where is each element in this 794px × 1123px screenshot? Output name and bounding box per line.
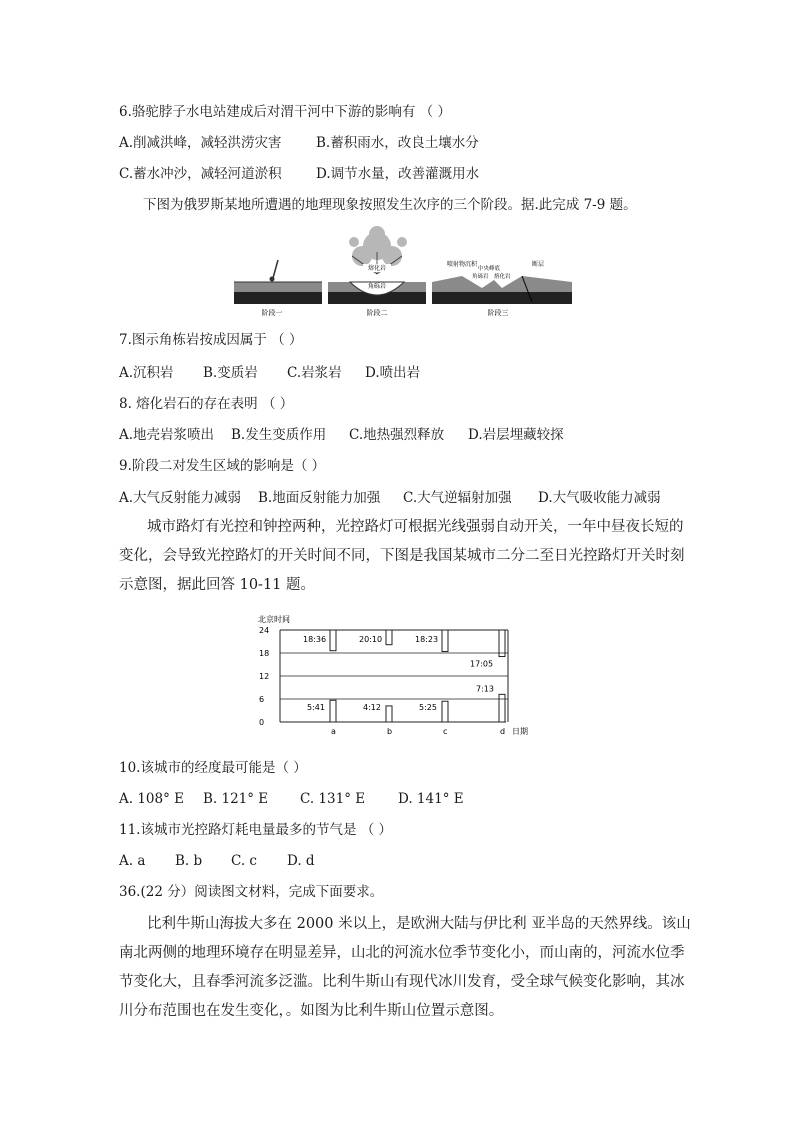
label-brecciated: 角砾岩 bbox=[472, 274, 489, 280]
question-6-option-a: A.削减洪峰，减轻洪涝灾害 bbox=[119, 135, 282, 151]
lamp-on-bar bbox=[330, 630, 336, 651]
y-axis-label: 北京时间 bbox=[258, 615, 290, 624]
question-10-option-a: A. 108° E bbox=[119, 791, 184, 807]
stage-3-panel bbox=[432, 260, 572, 304]
stage-1-label: 阶段一 bbox=[261, 309, 283, 317]
x-tick-label: a bbox=[331, 727, 336, 736]
question-6-option-d: D.调节水量，改善灌溉用水 bbox=[316, 166, 480, 182]
lamp-off-bar bbox=[386, 706, 392, 722]
question-6-option-c: C.蓄水冲沙，减轻河道淤积 bbox=[119, 166, 282, 182]
question-11-option-b: B. b bbox=[175, 853, 203, 869]
impact-stages-figure bbox=[232, 226, 574, 318]
x-axis-label: 日期 bbox=[512, 727, 528, 736]
on-time-label: 17:05 bbox=[470, 659, 494, 669]
lamp-on-bar bbox=[442, 630, 448, 652]
lamp-off-bar bbox=[330, 700, 336, 722]
on-time-label: 18:23 bbox=[415, 635, 439, 644]
y-tick-label: 6 bbox=[259, 695, 265, 704]
question-11-stem: 11.该城市光控路灯耗电量最多的节气是 （ ） bbox=[119, 822, 393, 838]
question-11-option-d: D. d bbox=[287, 853, 315, 869]
stage-2-panel bbox=[328, 226, 426, 304]
question-10-stem: 10.该城市的经度最可能是（ ） bbox=[119, 760, 307, 776]
on-time-label: 18:36 bbox=[303, 635, 327, 644]
stage-3-label: 阶段三 bbox=[487, 309, 509, 317]
x-tick-label: c bbox=[443, 727, 448, 736]
question-11-option-c: C. c bbox=[231, 853, 257, 869]
label-ejecta: 喷射物沉积 bbox=[447, 261, 478, 268]
label-central-peak: 中央峰底 bbox=[478, 266, 501, 272]
question-7-option-a: A.沉积岩 bbox=[119, 365, 174, 381]
question-11-option-a: A. a bbox=[119, 853, 146, 869]
x-tick-label: d bbox=[500, 727, 506, 736]
off-time-label: 4:12 bbox=[363, 703, 381, 712]
lamp-off-bar bbox=[499, 694, 505, 722]
off-time-label: 7:13 bbox=[476, 684, 494, 694]
question-36-material: 比利牛斯山海拔大多在 2000 米以上，是欧洲大陆与伊比利 亚半岛的天然界线。该山南北两侧的地理环境存在明显差异，山北的河流水位季节变化小，而山南的，河流水位季节变化大，且春季河流多泛滥。比利牛斯山有现代冰川发育，受全球气候变化影响，其冰川分布范围也在发生变化，。如图为比利牛斯山位置示意图。 bbox=[119, 916, 691, 1019]
stage-2-label: 阶段二 bbox=[366, 309, 388, 317]
question-10-option-d: D. 141° E bbox=[398, 791, 464, 807]
stage-1-panel bbox=[234, 260, 322, 304]
question-10-option-c: C. 131° E bbox=[300, 791, 366, 807]
question-9-option-a: A.大气反射能力减弱 bbox=[119, 490, 242, 506]
off-time-label: 5:41 bbox=[307, 703, 325, 712]
on-time-label: 20:10 bbox=[359, 635, 383, 644]
question-6-option-b: B.蓄积雨水，改良土壤水分 bbox=[316, 135, 479, 151]
label-melt-2: 熔化岩 bbox=[494, 274, 511, 280]
label-melt: 熔化岩 bbox=[367, 265, 387, 272]
x-tick-label: b bbox=[387, 727, 393, 736]
question-9-option-d: D.大气吸收能力减弱 bbox=[538, 490, 661, 506]
question-8-option-d: D.岩层埋藏较探 bbox=[468, 427, 564, 443]
label-breccia: 角砾岩 bbox=[367, 283, 387, 290]
y-tick-label: 24 bbox=[259, 626, 270, 635]
question-9-option-b: B.地面反射能力加强 bbox=[258, 490, 381, 506]
y-tick-label: 0 bbox=[259, 718, 265, 727]
question-10-option-b: B. 121° E bbox=[203, 791, 269, 807]
street-lamp-chart bbox=[256, 612, 536, 740]
question-8-option-c: C.地热强烈释放 bbox=[349, 427, 445, 443]
lamp-on-bar bbox=[499, 630, 505, 657]
y-tick-label: 12 bbox=[259, 672, 270, 681]
question-7-option-c: C.岩浆岩 bbox=[287, 365, 342, 381]
question-36-stem: 36.(22 分）阅读图文材料，完成下面要求。 bbox=[119, 884, 384, 900]
question-6-stem: 6.骆驼脖子水电站建成后对渭干河中下游的影响有 （ ） bbox=[119, 104, 451, 120]
lamp-on-bar bbox=[386, 630, 392, 645]
question-8-option-b: B.发生变质作用 bbox=[231, 427, 327, 443]
question-8-option-a: A.地壳岩浆喷出 bbox=[119, 427, 215, 443]
question-7-stem: 7.图示角栋岩按成因属于 （ ） bbox=[119, 332, 303, 348]
question-7-option-d: D.喷出岩 bbox=[365, 365, 421, 381]
question-7-option-b: B.变质岩 bbox=[203, 365, 258, 381]
lamp-off-bar bbox=[442, 701, 448, 722]
label-fault: 断层 bbox=[532, 261, 545, 268]
question-8-stem: 8. 熔化岩石的存在表明 （ ） bbox=[119, 396, 294, 412]
question-9-option-c: C.大气逆辐射加强 bbox=[403, 490, 512, 506]
off-time-label: 5:25 bbox=[419, 703, 437, 712]
intro-7-9: 下图为俄罗斯某地所遭遇的地理现象按照发生次序的三个阶段。据.此完成 7-9 题。 bbox=[143, 197, 637, 213]
question-9-stem: 9.阶段二对发生区域的影响是（ ） bbox=[119, 458, 326, 474]
y-tick-label: 18 bbox=[259, 649, 270, 658]
meteor-icon bbox=[273, 260, 278, 278]
intro-10-11: 城市路灯有光控和钟控两种，光控路灯可根据光线强弱自动开关，一年中昼夜长短的变化，会导致光控路灯的开关时间不同，下图是我国某城市二分二至日光控路灯开关时刻示意图，据此回答 10-11 题。 bbox=[119, 519, 685, 593]
